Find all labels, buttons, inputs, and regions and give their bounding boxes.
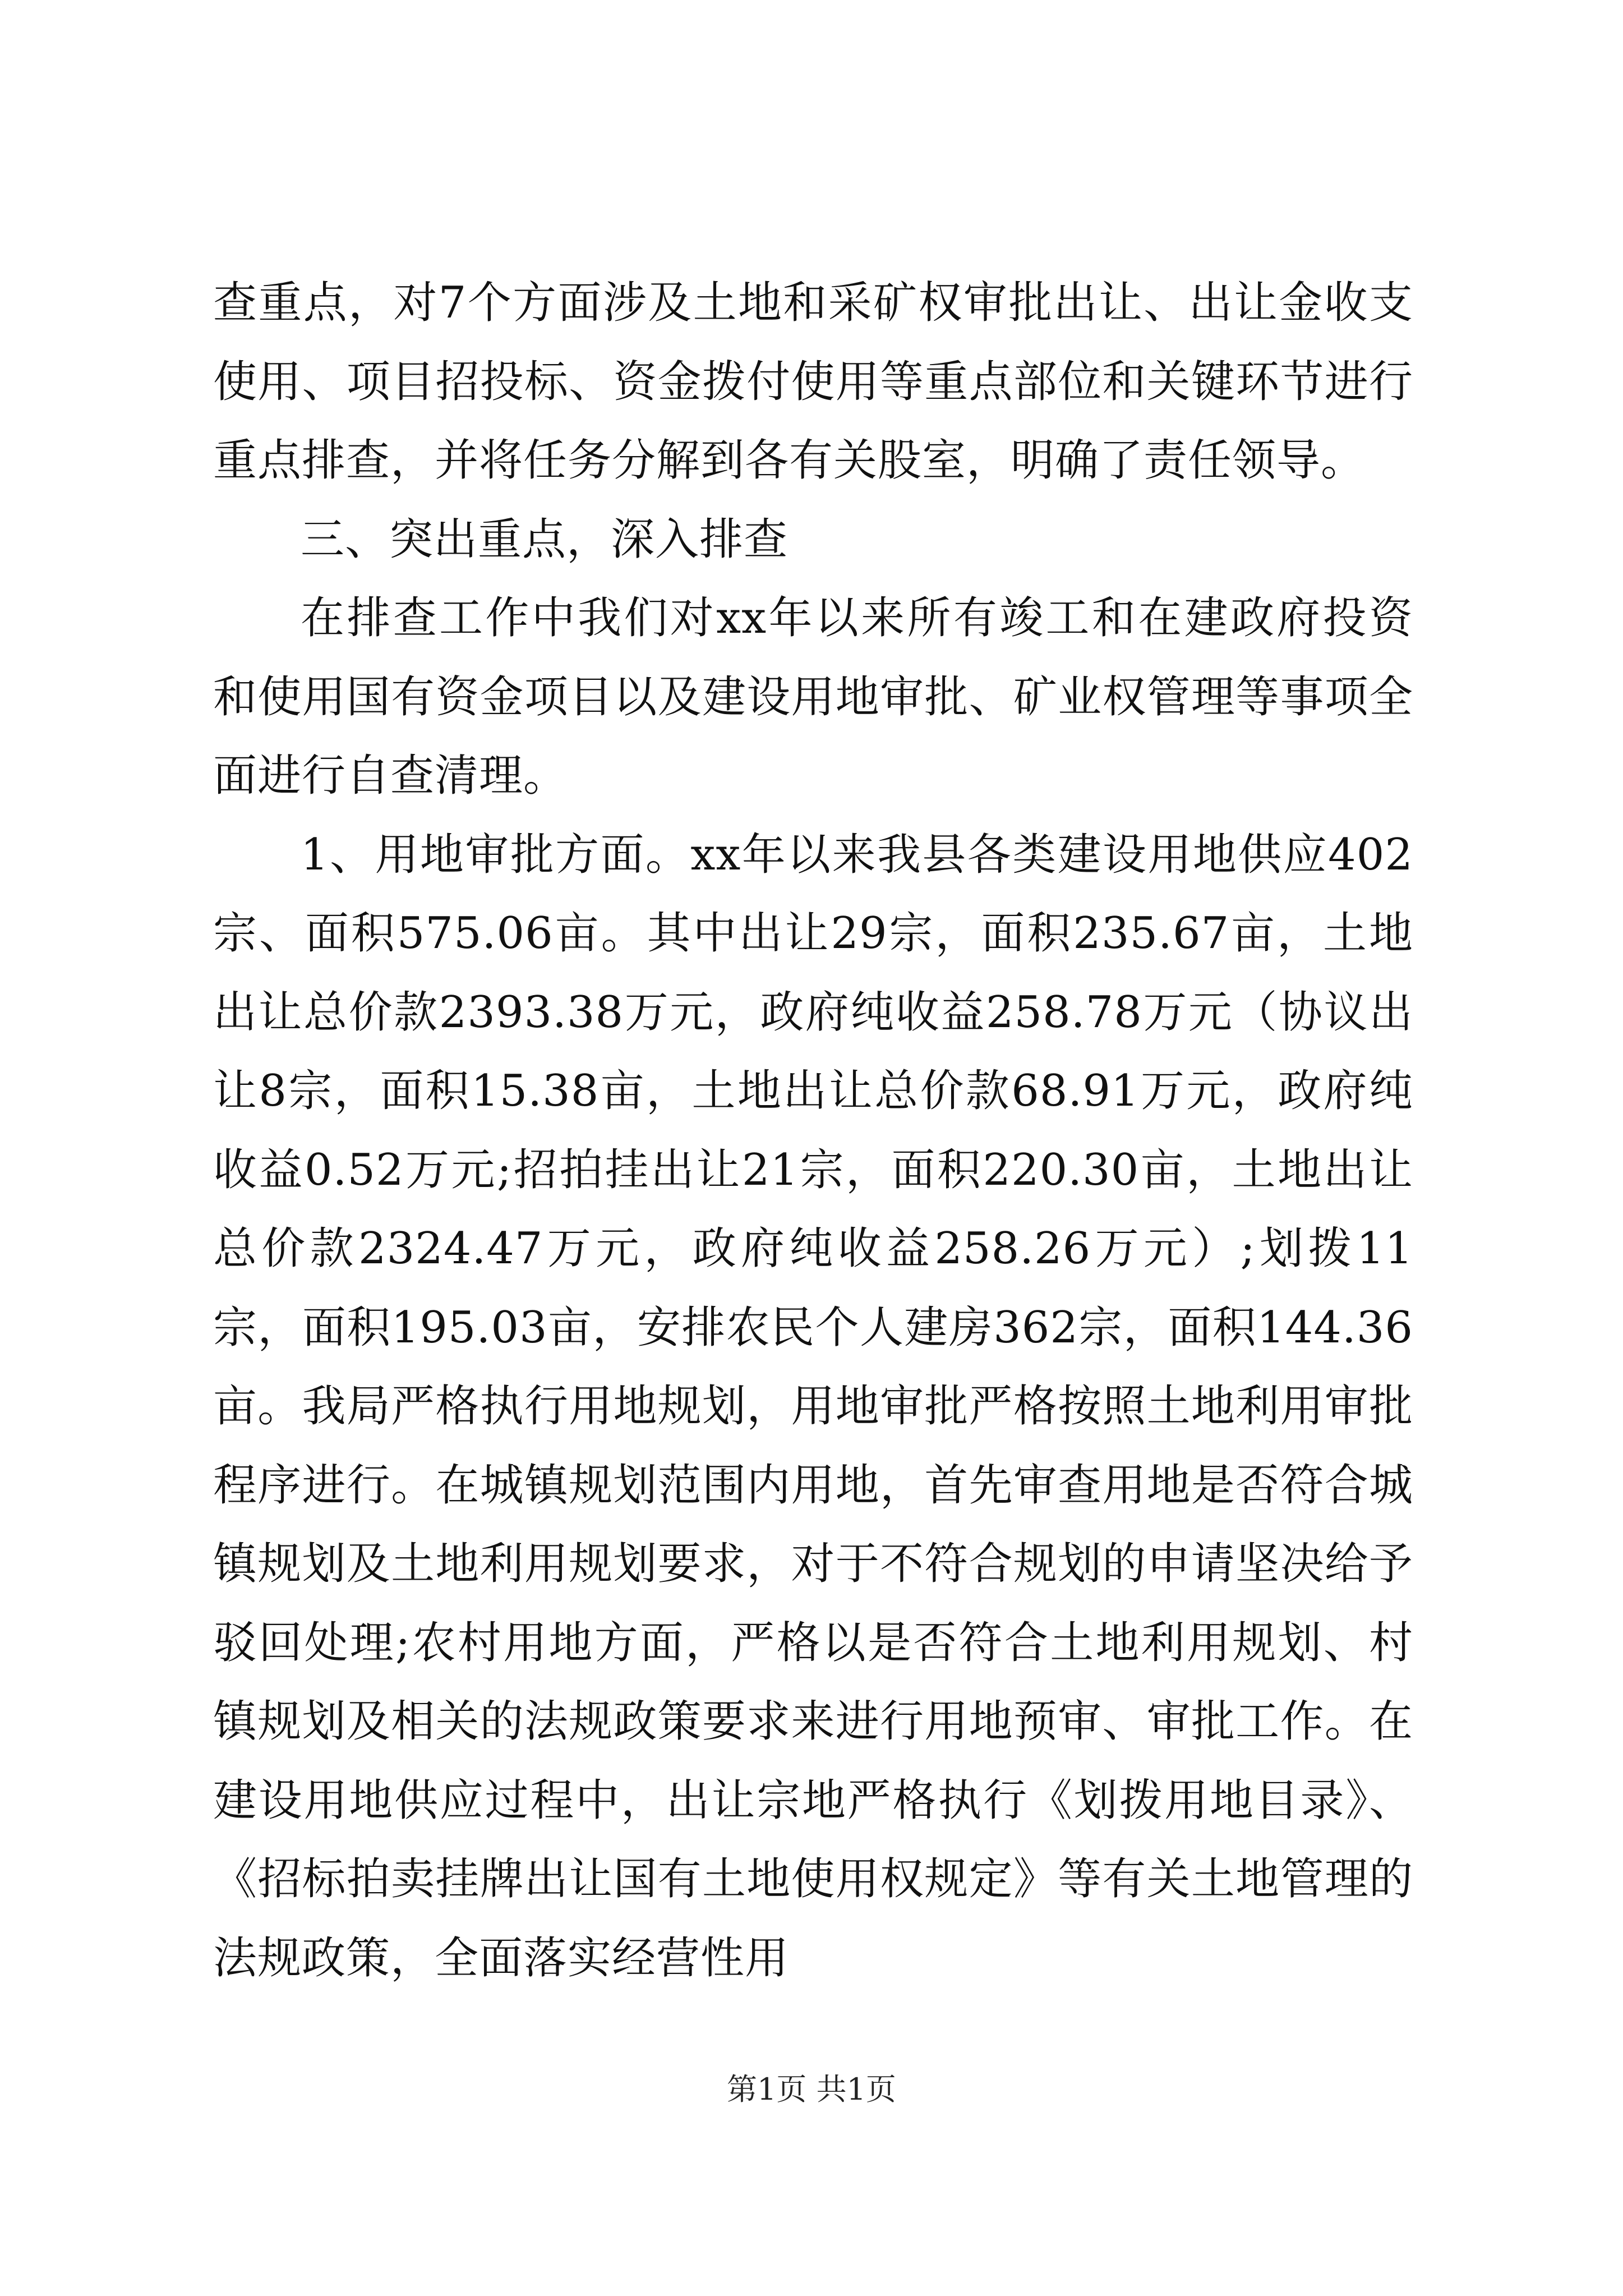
paragraph-continuation: 查重点，对7个方面涉及土地和采矿权审批出让、出让金收支使用、项目招投标、资金拨付使用等重点部位和关键环节进行重点排查，并将任务分解到各有关股室，明确了责任领导。 bbox=[213, 278, 1413, 486]
page-footer: 第1页 共1页 bbox=[727, 2072, 896, 2107]
paragraph-land-approval: 1、用地审批方面。xx年以来我县各类建设用地供应402宗、面积575.06亩。其中出让29宗，面积235.67亩，土地出让总价款2393.38万元，政府纯收益258.78万元（协议出让8宗，面积15.38亩，土地出让总价款68.91万元，政府纯收益0.52万元;招拍挂出让21宗，面积220.30亩，土地出让总价款2324.47万元，政府纯收益258.26万元）;划拨11宗，面积195.03亩，安排农民个人建房362宗，面积144.36亩。我局严格执行用地规划，用地审批严格按照土地利用审批程序进行。在城镇规划范围内用地，首先审查用地是否符合城镇规划及土地利用规划要求，对于不符合规划的申请坚决给予驳回处理;农村用地方面，严格以是否符合土地利用规划、村镇规划及相关的法规政策要求来进行用地预审、审批工作。在建设用地供应过程中，出让宗地严格执行《划拨用地目录》、《招标拍卖挂牌出让国有土地使用权规定》等有关土地管理的法规政策，全面落实经营性用 bbox=[213, 829, 1413, 1984]
document-body bbox=[213, 264, 1413, 1998]
paragraph-investigation: 在排查工作中我们对xx年以来所有竣工和在建政府投资和使用国有资金项目以及建设用地审批、矿业权管理等事项全面进行自查清理。 bbox=[213, 593, 1413, 801]
section-heading: 三、突出重点，深入排查 bbox=[301, 514, 789, 565]
